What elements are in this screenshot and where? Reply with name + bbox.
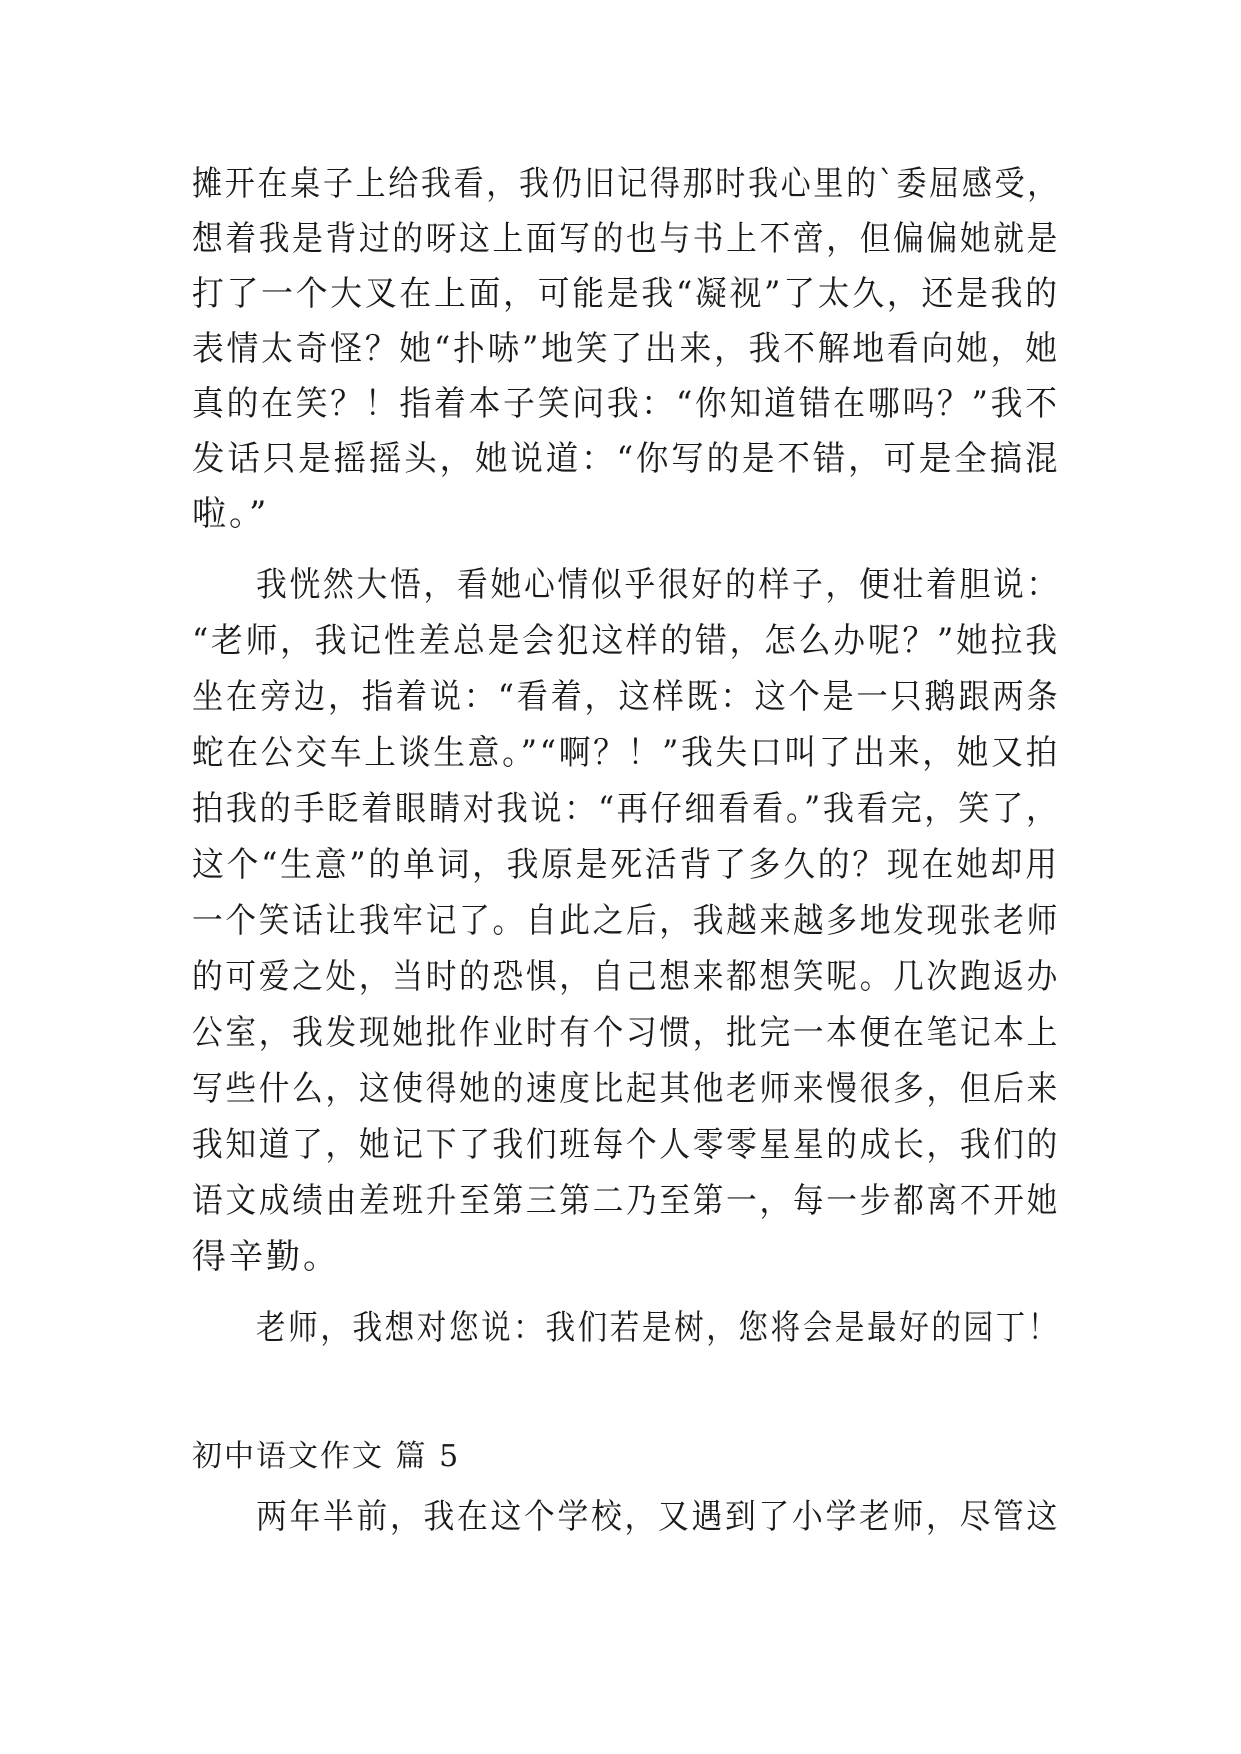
paragraph-1-line-4: 表情太奇怪？她“扑哧”地笑了出来，我不解地看向她，她 [192, 329, 1060, 369]
paragraph-2-line-3: 坐在旁边，指着说：“看着，这样既：这个是一只鹅跟两条 [192, 677, 1061, 717]
paragraph-2-line-13: 得辛勤。 [192, 1237, 340, 1277]
paragraph-2-line-2: “老师，我记性差总是会犯这样的错，怎么办呢？”她拉我 [192, 621, 1060, 661]
paragraph-1-line-2: 想着我是背过的呀这上面写的也与书上不啻，但偏偏她就是 [192, 219, 1060, 259]
paragraph-3-line-1: 老师，我想对您说：我们若是树，您将会是最好的园丁！ [256, 1308, 1060, 1348]
paragraph-2-line-6: 这个“生意”的单词，我原是死活背了多久的？现在她却用 [192, 845, 1060, 885]
paragraph-4-line-1: 两年半前，我在这个学校，又遇到了小学老师，尽管这 [256, 1497, 1060, 1537]
paragraph-1-line-5: 真的在笑？！指着本子笑问我：“你知道错在哪吗？”我不 [192, 384, 1060, 424]
paragraph-2-line-12: 语文成绩由差班升至第三第二乃至第一，每一步都离不开她 [192, 1181, 1060, 1221]
paragraph-2-line-1: 我恍然大悟，看她心情似乎很好的样子，便壮着胆说： [256, 565, 1060, 605]
paragraph-1-line-7: 啦。” [192, 494, 270, 534]
paragraph-2-line-5: 拍我的手眨着眼睛对我说：“再仔细看看。”我看完，笑了， [192, 789, 1060, 829]
paragraph-2-line-7: 一个笑话让我牢记了。自此之后，我越来越多地发现张老师 [192, 901, 1060, 941]
paragraph-1-line-1: 摊开在桌子上给我看，我仍旧记得那时我心里的`委屈感受， [192, 164, 1060, 204]
paragraph-2-line-4: 蛇在公交车上谈生意。”“啊？！”我失口叫了出来，她又拍 [192, 733, 1061, 773]
paragraph-1-line-6: 发话只是摇摇头，她说道：“你写的是不错，可是全搞混 [192, 439, 1061, 479]
paragraph-2-line-10: 写些什么，这使得她的速度比起其他老师来慢很多，但后来 [192, 1069, 1060, 1109]
paragraph-2-line-9: 公室，我发现她批作业时有个习惯，批完一本便在笔记本上 [192, 1013, 1060, 1053]
section-heading: 初中语文作文 篇 5 [192, 1439, 461, 1474]
paragraph-2-line-11: 我知道了，她记下了我们班每个人零零星星的成长，我们的 [192, 1125, 1060, 1165]
paragraph-2-line-8: 的可爱之处，当时的恐惧，自己想来都想笑呢。几次跑返办 [192, 957, 1060, 997]
paragraph-1-line-3: 打了一个大叉在上面，可能是我“凝视”了太久，还是我的 [192, 274, 1060, 314]
